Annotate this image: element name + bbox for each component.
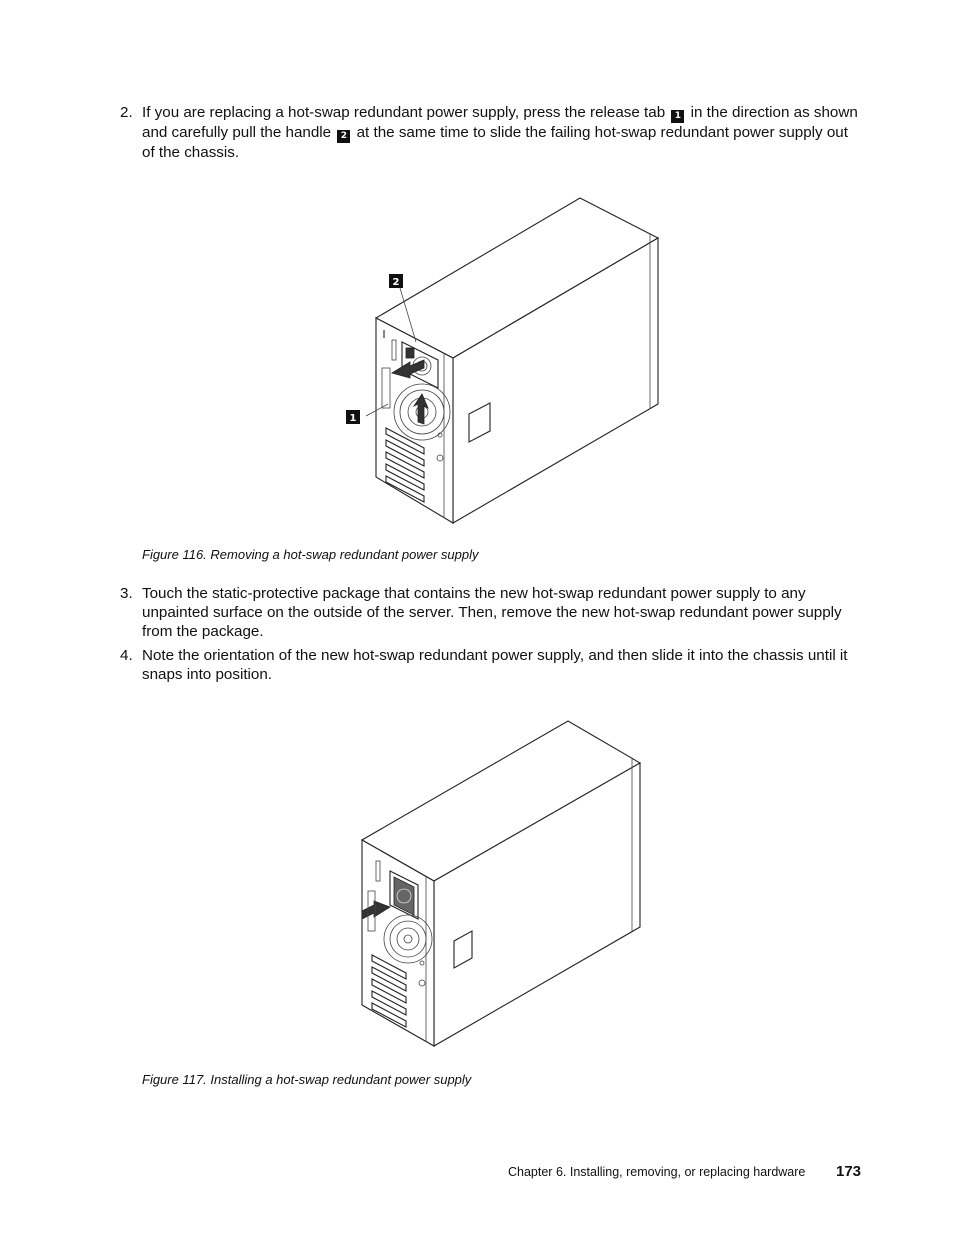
label-1: 1 bbox=[349, 413, 357, 424]
callout-1: 1 bbox=[671, 110, 684, 123]
step-3 bbox=[120, 584, 862, 644]
step-text: Note the orientation of the new hot-swap redundant power supply, and then slide it into the chassis until it snaps into position. bbox=[142, 647, 848, 683]
step-text: Touch the static-protective package that contains the new hot-swap redundant power supply to any unpainted surface on the outside of the server. Then, remove the new hot-swap redundant power supply from the package. bbox=[142, 585, 842, 640]
step-number: 3. bbox=[120, 585, 133, 602]
footer-chapter: Chapter 6. Installing, removing, or replacing hardware bbox=[508, 1165, 806, 1179]
label-2: 2 bbox=[392, 277, 400, 288]
step-text-part: If you are replacing a hot-swap redundant power supply, press the release tab bbox=[142, 104, 666, 121]
callout-2: 2 bbox=[337, 130, 350, 143]
step-4 bbox=[120, 646, 862, 686]
step-text bbox=[142, 103, 862, 162]
figure-117-caption: Figure 117. Installing a hot-swap redundant power supply bbox=[142, 1072, 472, 1087]
step-2 bbox=[120, 103, 862, 163]
figure-116-caption: Figure 116. Removing a hot-swap redundant power supply bbox=[142, 547, 479, 562]
page-number: 173 bbox=[836, 1163, 862, 1180]
step-text-part: at the same time to slide the failing hot-swap redundant power supply out of the chassis. bbox=[142, 124, 848, 161]
figure-117-illustration bbox=[350, 715, 650, 1055]
step-number: 2. bbox=[120, 104, 133, 121]
step-number: 4. bbox=[120, 647, 133, 664]
figure-116-illustration bbox=[340, 190, 670, 530]
step-text-part: in the direction as shown and carefully pull the handle bbox=[142, 104, 858, 141]
